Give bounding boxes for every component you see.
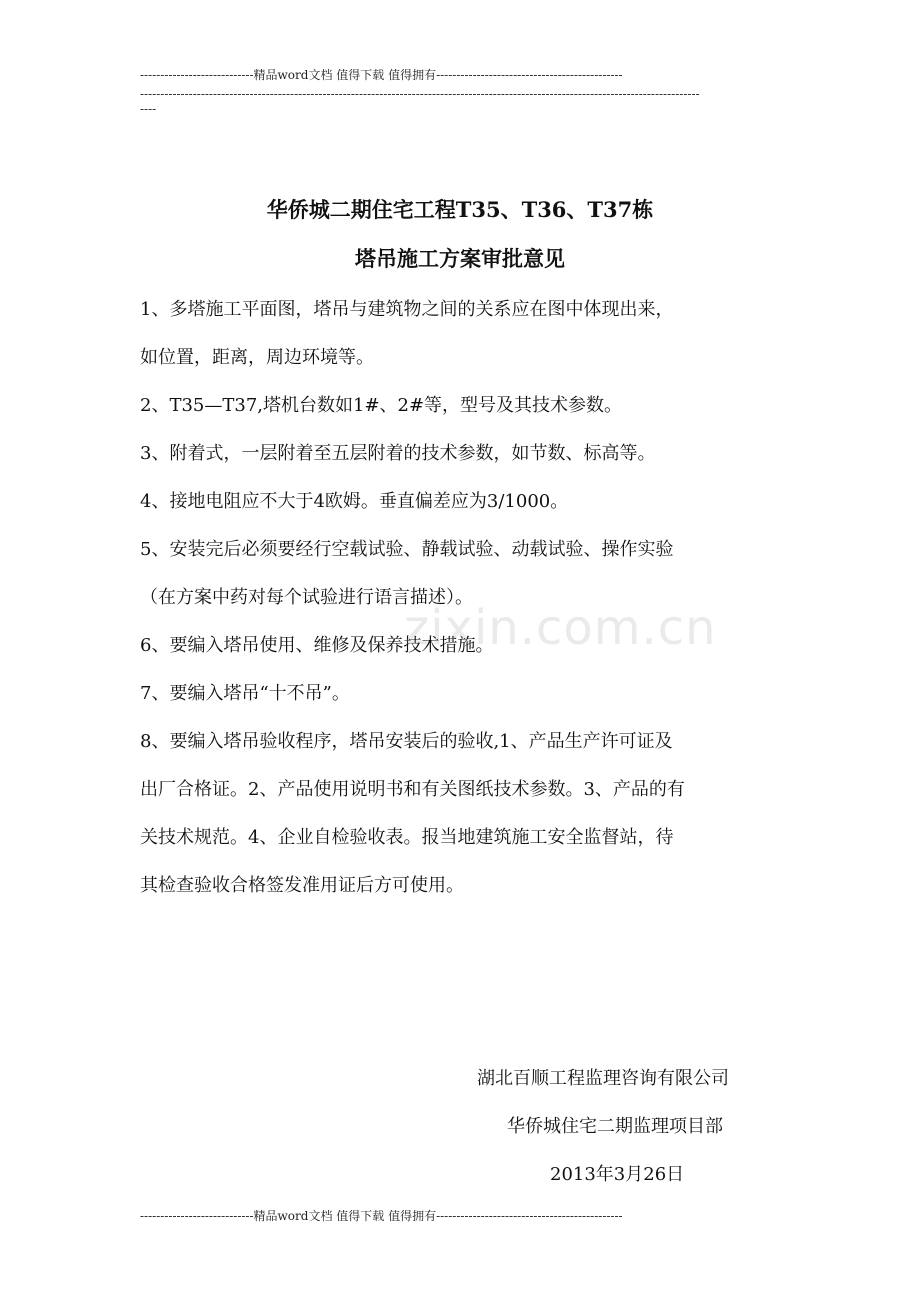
opinion-line: 出厂合格证。2、产品使用说明书和有关图纸技术参数。3、产品的有 (140, 779, 685, 800)
watermark: zixin.com.cn (404, 600, 717, 656)
document-subtitle: 塔吊施工方案审批意见 (355, 246, 565, 271)
opinion-line: 1、多塔施工平面图，塔吊与建筑物之间的关系应在图中体现出来， (140, 299, 674, 320)
opinion-line: 2、T35—T37,塔机台数如1#、2#等，型号及其技术参数。 (140, 395, 623, 416)
signature-date: 2013年3月26日 (550, 1164, 685, 1185)
header-divider-text: ----------------------------精品word文档 值得下载 值得拥有---------------------------------------------- (140, 68, 623, 82)
signature-organization: 湖北百顺工程监理咨询有限公司 (477, 1068, 729, 1089)
opinion-line: 5、安装完后必须要经行空载试验、静载试验、动载试验、操作实验 (140, 539, 674, 560)
opinion-line: 关技术规范。4、企业自检验收表。报当地建筑施工安全监督站，待 (140, 827, 674, 848)
opinion-line: 其检查验收合格签发准用证后方可使用。 (140, 875, 464, 896)
opinion-line: 8、要编入塔吊验收程序，塔吊安装后的验收,1、产品生产许可证及 (140, 731, 673, 752)
header-divider-tail: ---- (140, 102, 157, 116)
document-title: 华侨城二期住宅工程T35、T36、T37栋 (266, 197, 654, 222)
opinion-line: 如位置，距离，周边环境等。 (140, 347, 374, 368)
opinion-line: 6、要编入塔吊使用、维修及保养技术措施。 (140, 635, 494, 656)
opinion-line: （在方案中药对每个试验进行语言描述）。 (140, 587, 473, 608)
footer-divider-text: ----------------------------精品word文档 值得下载 值得拥有---------------------------------------------- (140, 1209, 623, 1223)
opinion-line: 3、附着式，一层附着至五层附着的技术参数，如节数、标高等。 (140, 443, 656, 464)
opinion-line: 7、要编入塔吊“十不吊”。 (140, 683, 350, 704)
header-divider: ------------------------------------------------------------------------------------------------------------------------------------------ (140, 87, 700, 101)
opinion-line: 4、接地电阻应不大于4欧姆。垂直偏差应为3/1000。 (140, 491, 569, 512)
signature-department: 华侨城住宅二期监理项目部 (507, 1116, 723, 1137)
